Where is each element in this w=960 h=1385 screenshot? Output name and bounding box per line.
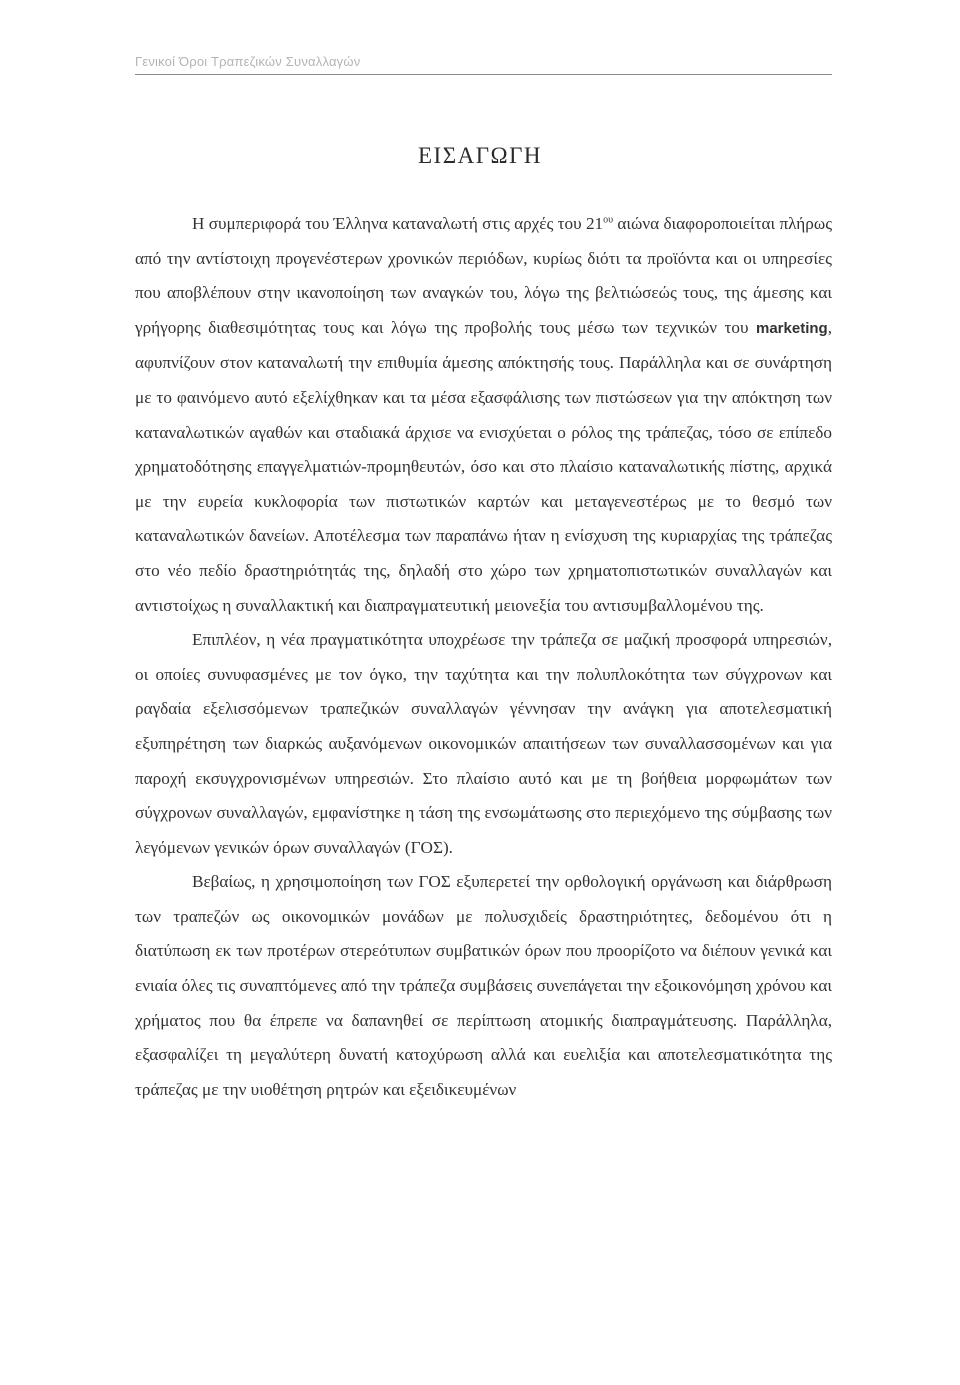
paragraph-3: Βεβαίως, η χρησιμοποίηση των ΓΟΣ εξυπερετεί την ορθολογική οργάνωση και διάρθρωση των τραπεζών ως οικονομικών μονάδων με πολυσχιδείς δραστηριότητες, δεδομένου ότι η διατύπωση εκ των προτέρων στερεότυπων συμβατικών όρων που προορίζοτο να διέπουν γενικά και ενιαία όλες τις συναπτόμενες από την τράπεζα συμβάσεις συνεπάγεται την εξοικονόμηση χρόνου και χρήματος που θα έπρεπε να δαπανηθεί σε περίπτωση ατομικής διαπραγμάτευσης. Παράλληλα, εξασφαλίζει τη μεγαλύτερη δυνατή κατοχύρωση αλλά και ευελιξία και αποτελεσματικότητα της τράπεζας με την υιοθέτηση ρητρών και εξειδικευμένων [135,872,832,1099]
running-header [135,52,832,75]
paragraph-1 [135,207,832,623]
marketing-term: marketing [756,319,828,337]
running-title: Γενικοί Όροι Τραπεζικών Συναλλαγών [135,54,361,69]
document-body [135,207,832,1107]
paragraph-1-part-3: , αφυπνίζουν στον καταναλωτή την επιθυμία άμεσης απόκτησής τους. Παράλληλα και σε συνάρτηση με το φαινόμενο αυτό εξελίχθηκαν και τα μέσα εξασφάλισης των πιστώσεων για την απόκτηση των καταναλωτικών αγαθών και σταδιακά άρχισε να ενισχύεται ο ρόλος της τράπεζας, τόσο σε επίπεδο χρηματοδότησης επαγγελματιών-προμηθευτών, όσο και στο πλαίσιο καταναλωτικής πίστης, αρχικά με την ευρεία κυκλοφορία των πιστωτικών καρτών και μεταγενεστέρως με το θεσμό των καταναλωτικών δανείων. Αποτέλεσμα των παραπάνω ήταν η ενίσχυση της κυριαρχίας της τράπεζας στο νέο πεδίο δραστηριότητάς της, δηλαδή στο χώρο των χρηματοπιστωτικών συναλλαγών και αντιστοίχως η συναλλακτική και διαπραγματευτική μειονεξία του αντισυμβαλλομένου της. [135,317,832,615]
page-title: ΕΙΣΑΓΩΓΗ [417,143,542,168]
paragraph-2: Επιπλέον, η νέα πραγματικότητα υποχρέωσε την τράπεζα σε μαζική προσφορά υπηρεσιών, οι οποίες συνυφασμένες με τον όγκο, την ταχύτητα και την πολυπλοκότητα των σύγχρονων και ραγδαία εξελισσόμενων τραπεζικών συναλλαγών γέννησαν την ανάγκη για αποτελεσματική εξυπηρέτηση των διαρκώς αυξανόμενων οικονομικών απαιτήσεων των συναλλασσομένων και για παροχή εκσυγχρονισμένων υπηρεσιών. Στο πλαίσιο αυτό και με τη βοήθεια μορφωμάτων των σύγχρονων συναλλαγών, εμφανίστηκε η τάση της ενσωμάτωσης στο περιεχόμενο της σύμβασης των λεγόμενων γενικών όρων συναλλαγών (ΓΟΣ). [135,630,832,857]
paragraph-1-part-1: Η συμπεριφορά του Έλληνα καταναλωτή στις αρχές του 21 [192,214,604,233]
ordinal-superscript: ου [603,214,614,226]
paragraph-1-part-2: αιώνα διαφοροποιείται πλήρως από την αντίστοιχη προγενέστερων χρονικών περιόδων, κυρίως διότι τα προϊόντα και οι υπηρεσίες που αποβλέπουν στην ικανοποίηση των αναγκών του, λόγω της βελτιώσεώς τους, της άμεσης και γρήγορης διαθεσιμότητας τους και λόγω της προβολής τους μέσω των τεχνικών του [135,214,832,337]
